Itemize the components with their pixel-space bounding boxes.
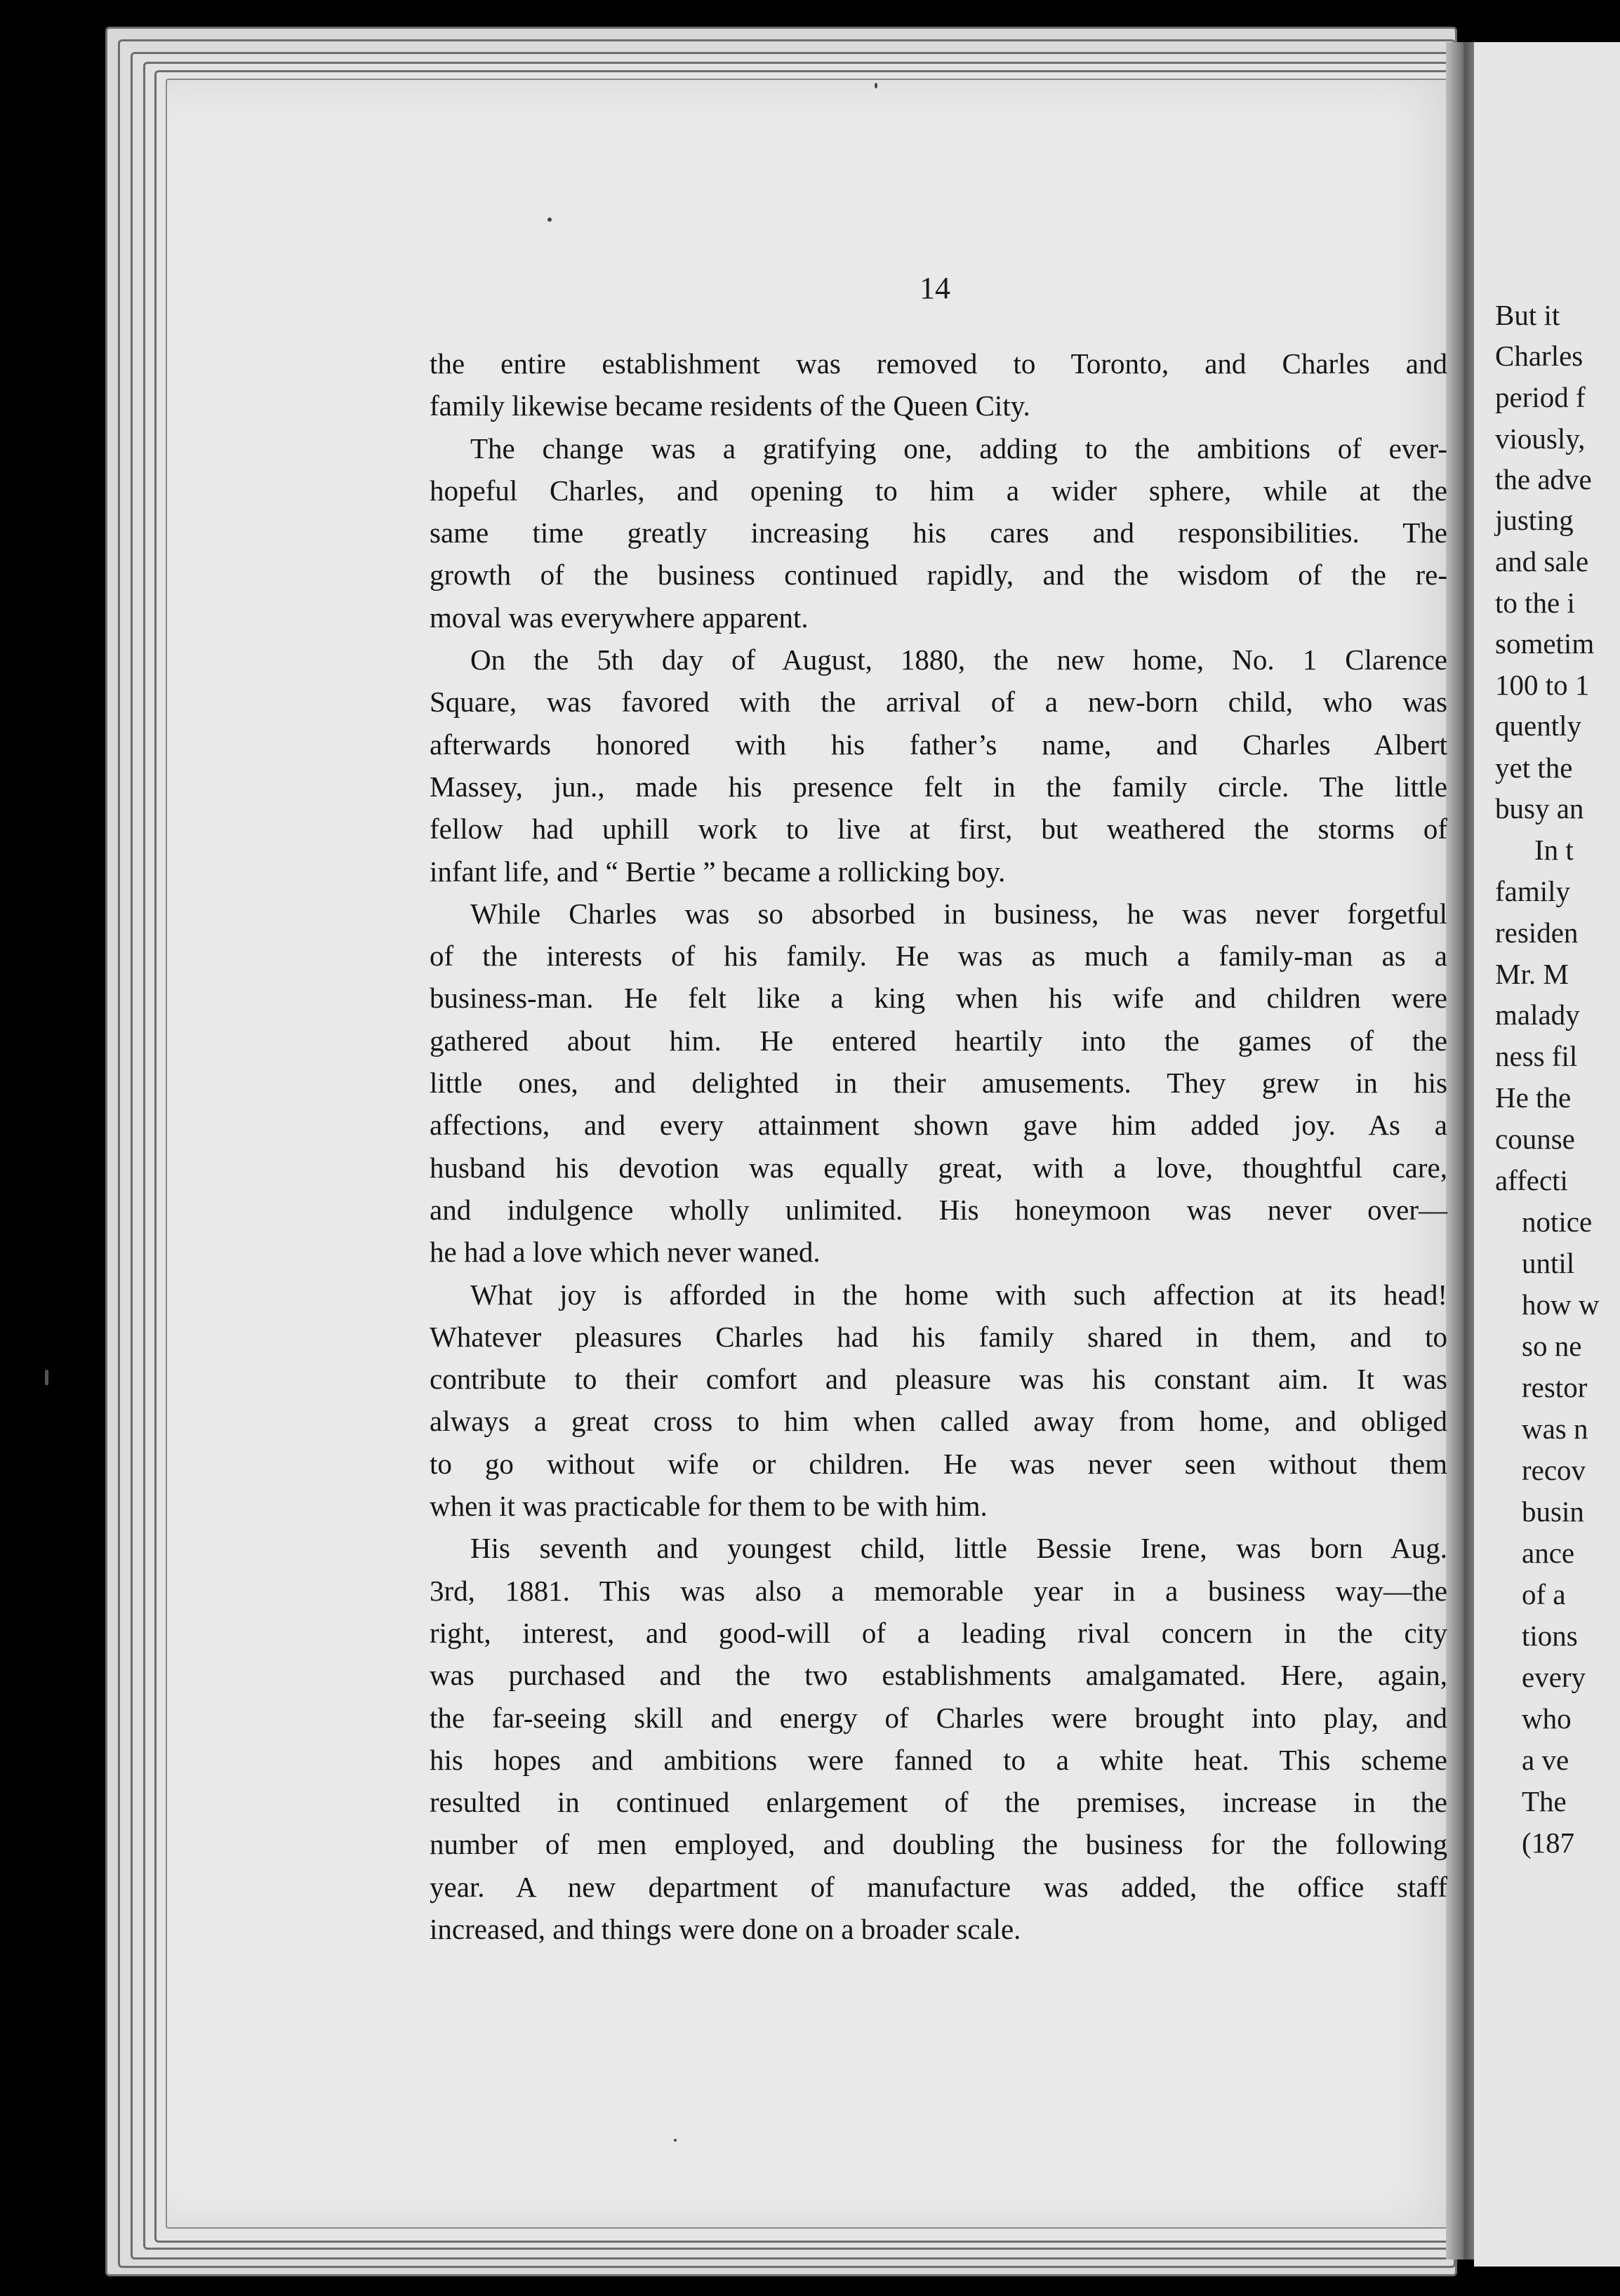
scan-speck [674,2139,677,2142]
right-page-fragment: period f [1495,381,1586,413]
text-line: family likewise became residents of the Queen City. [430,389,1030,422]
text-line: Square, was favored with the arrival of a new-born child, who was [430,686,1447,719]
text-line: same time greatly increasing his cares and responsibilities. The [430,516,1447,549]
right-page-fragment: ness fil [1495,1040,1578,1072]
right-page-fragment: was n [1522,1413,1588,1445]
text-line: his hopes and ambitions were fanned to a white heat. This scheme [430,1743,1447,1776]
right-page-fragment: 100 to 1 [1495,669,1590,701]
scan-speck [45,1370,48,1385]
right-page-fragment: notice [1522,1206,1593,1238]
right-page-fragment: viously, [1495,422,1586,455]
text-line: hopeful Charles, and opening to him a wider sphere, while at the [430,474,1447,507]
scan-speck [875,83,877,88]
right-page-fragment: (187 [1522,1827,1575,1859]
text-line: to go without wife or children. He was never seen without them [430,1447,1447,1480]
text-line: the far-seeing skill and energy of Charles were brought into play, and [430,1701,1447,1734]
right-page-fragment: busin [1522,1495,1584,1528]
text-line: On the 5th day of August, 1880, the new home, No. 1 Clarence [470,643,1447,676]
right-page-fragment: quently [1495,709,1581,742]
right-page-fragment: recov [1522,1454,1586,1486]
right-page-fragment: and sale [1495,545,1589,578]
text-line: 3rd, 1881. This was also a memorable year in a business way—the [430,1574,1447,1607]
right-page-fragment: residen [1495,916,1579,949]
text-line: the entire establishment was removed to Toronto, and Charles and [430,347,1447,380]
right-page-fragment: how w [1522,1288,1600,1321]
right-page-fragment: But it [1495,299,1560,331]
right-page-fragment: of a [1522,1578,1566,1610]
right-page-fragment: who [1522,1702,1572,1735]
text-line: affections, and every attainment shown gave him added joy. As a [430,1109,1447,1142]
right-page-fragment: every [1522,1661,1586,1693]
right-page-fragment: yet the [1495,752,1573,784]
text-line: What joy is afforded in the home with such affection at its head! [470,1278,1447,1311]
right-page-fragment: In t [1534,834,1574,866]
text-line: always a great cross to him when called away from home, and obliged [430,1405,1447,1438]
text-line: moval was everywhere apparent. [430,601,809,634]
text-line: number of men employed, and doubling the business for the following [430,1828,1447,1861]
text-line: afterwards honored with his father’s name, and Charles Albert [430,728,1447,761]
page-body-text [430,342,1447,1950]
text-line: right, interest, and good-will of a leading rival concern in the city [430,1616,1447,1649]
text-line: His seventh and youngest child, little Bessie Irene, was born Aug. [470,1532,1447,1565]
text-line: husband his devotion was equally great, with a love, thoughtful care, [430,1151,1447,1184]
text-line: was purchased and the two establishments amalgamated. Here, again, [430,1659,1447,1692]
right-page-fragment: restor [1522,1371,1588,1403]
text-line: growth of the business continued rapidly, and the wisdom of the re- [430,559,1447,592]
right-page-fragment: The [1522,1785,1567,1817]
right-page-fragment: He the [1495,1081,1572,1114]
scan-speck [547,218,552,222]
right-page-fragment: affecti [1495,1164,1568,1196]
text-line: contribute to their comfort and pleasure was his constant aim. It was [430,1363,1447,1396]
right-page-fragment: malady [1495,999,1580,1031]
right-page-fragment: sometim [1495,627,1595,660]
right-page-fragment: family [1495,875,1571,907]
page-number: 14 [919,271,950,305]
right-page-fragment: counse [1495,1123,1575,1155]
text-line: little ones, and delighted in their amusements. They grew in his [430,1067,1447,1100]
text-line: of the interests of his family. He was as much a family-man as a [430,940,1447,973]
text-line: infant life, and “ Bertie ” became a rollicking boy. [430,855,1006,888]
text-line: gathered about him. He entered heartily into the games of the [430,1024,1447,1057]
text-line: year. A new department of manufacture was added, the office staff [430,1870,1447,1903]
right-page-fragment: tions [1522,1620,1578,1652]
text-line: resulted in continued enlargement of the premises, increase in the [430,1786,1447,1819]
text-line: he had a love which never waned. [430,1236,821,1269]
right-page-fragment: busy an [1495,792,1584,825]
text-line: increased, and things were done on a broader scale. [430,1912,1021,1945]
right-page-fragment: justing [1495,504,1574,536]
text-line: Whatever pleasures Charles had his family shared in them, and to [430,1320,1447,1353]
text-line: While Charles was so absorbed in business, he was never forgetful [470,897,1447,930]
text-line: and indulgence wholly unlimited. His honeymoon was never over— [430,1193,1447,1226]
right-page-fragment: until [1522,1247,1575,1279]
right-page-fragment: so ne [1522,1330,1582,1362]
right-page-fragment: a ve [1522,1744,1569,1776]
right-page-fragment: ance [1522,1537,1575,1569]
right-page [1474,42,1620,2267]
right-page-fragment: Mr. M [1495,958,1569,990]
text-line: fellow had uphill work to live at first, but weathered the storms of [430,813,1447,846]
right-page-fragment: to the i [1495,587,1575,619]
text-line: The change was a gratifying one, adding to the ambitions of ever- [470,432,1447,465]
text-line: when it was practicable for them to be with him. [430,1490,988,1523]
text-line: Massey, jun., made his presence felt in the family circle. The little [430,770,1447,803]
text-line: business-man. He felt like a king when his wife and children were [430,982,1447,1015]
right-page-fragment: Charles [1495,340,1584,372]
right-page-fragment: the adve [1495,463,1592,495]
